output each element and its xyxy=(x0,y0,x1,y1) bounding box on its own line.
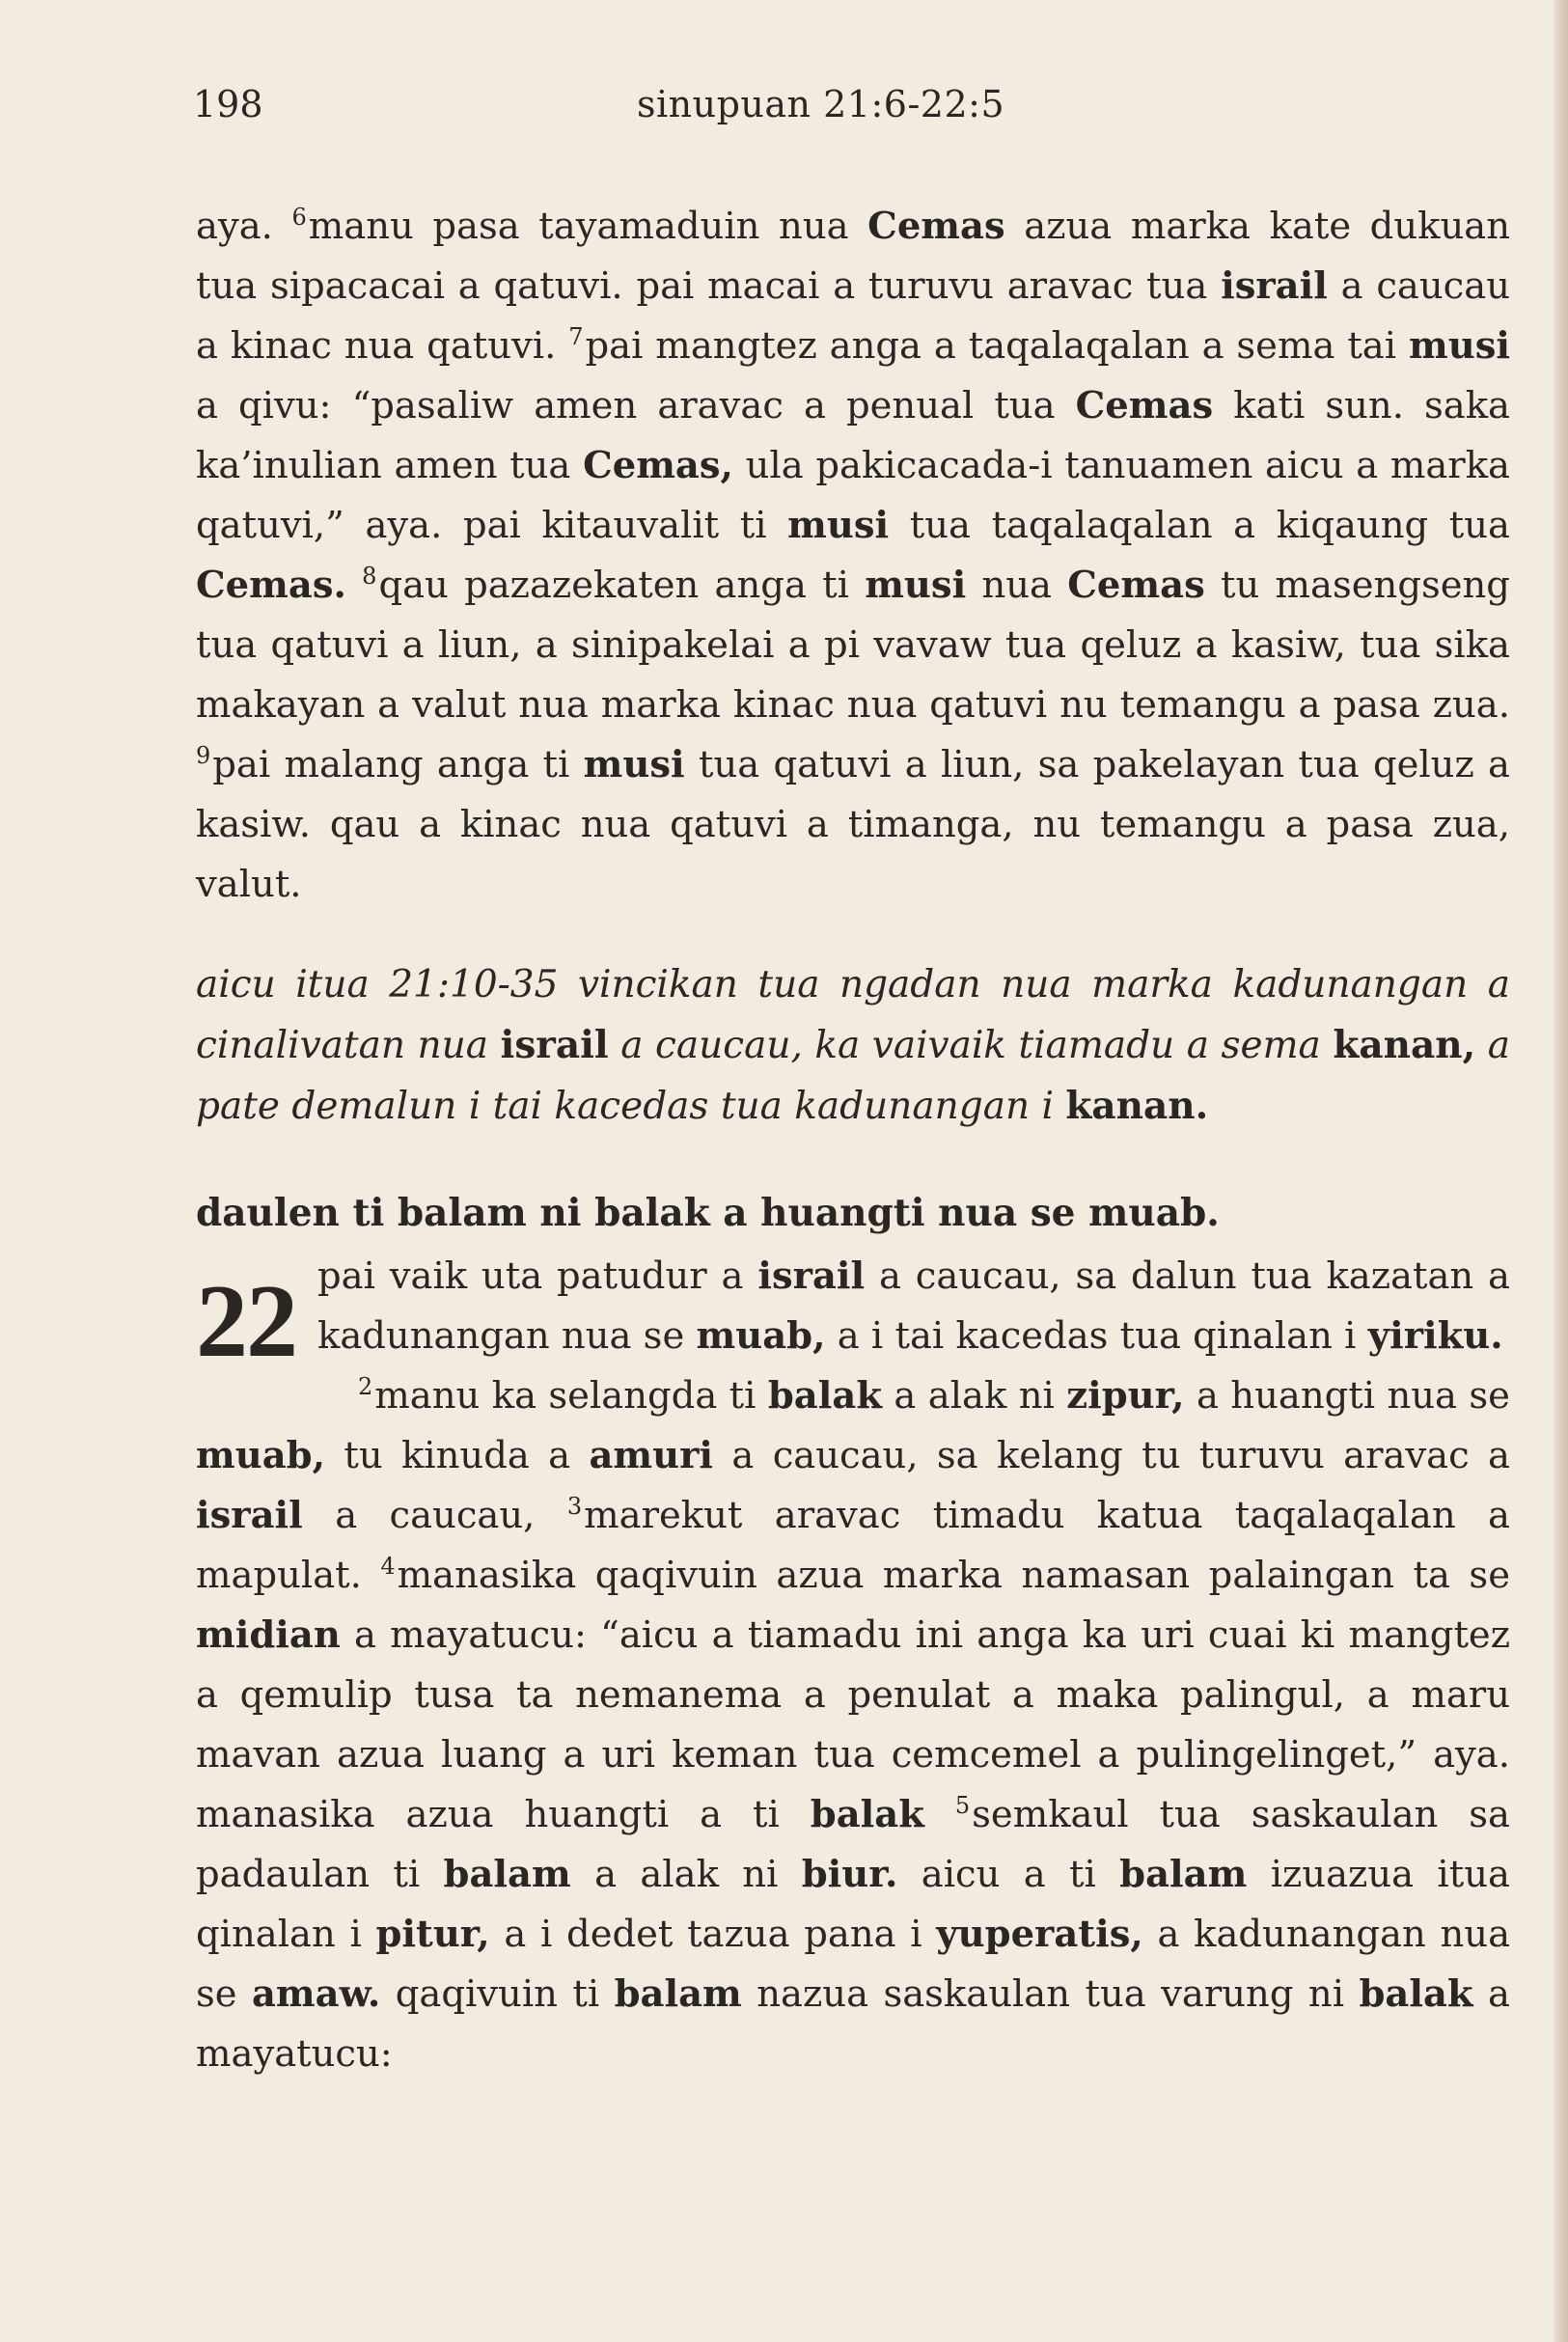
text-block xyxy=(196,197,1510,2084)
verse-number: 4 xyxy=(380,1553,396,1580)
verse-number: 8 xyxy=(362,563,377,590)
page-header xyxy=(193,83,1380,141)
verse-number: 6 xyxy=(291,204,307,231)
chapter-number: 22 xyxy=(196,1264,296,1379)
paragraph-verses-6-9: aya. $^6$manu pasa tayamaduin nua Cemas azua marka kate dukuan tua sipacacai a qatuvi. pai macai a turuvu aravac tua israil a caucau a kinac nua qatuvi. $^7$pai mangtez anga a taqalaqalan a sema tai musi a qivu: “pasaliw amen aravac a penual tua Cemas kati sun. saka ka’inulian amen tua Cemas, ula pakicacada-i tanuamen aicu a marka qatuvi,” aya. pai kitauvalit ti musi tua taqalaqalan a kiqaung tua Cemas. $^8$qau pazazekaten anga ti musi nua Cemas tu masengseng tua qatuvi a liun, a sinipakelai a pi vavaw tua qeluz a kasiw, tua sika makayan a valut nua marka kinac nua qatuvi nu temangu a pasa zua. $^9$pai malang anga ti musi tua qatuvi a liun, sa pakelayan tua qeluz a kasiw. qau a kinac nua qatuvi a timanga, nu temangu a pasa zua, valut. xyxy=(196,204,1511,906)
section-heading: daulen ti balam ni balak a huangti nua se muab. xyxy=(196,1191,1220,1235)
verse-number: 7 xyxy=(568,323,584,350)
running-head: sinupuan 21:6-22:5 xyxy=(637,83,1005,125)
page-number: 198 xyxy=(193,83,263,125)
verse-number: 3 xyxy=(566,1493,583,1520)
page-edge xyxy=(1554,0,1568,2342)
verse-number: 9 xyxy=(196,742,211,769)
verse-number: 2 xyxy=(358,1373,373,1400)
chapter-opening-paragraph: 22 pai vaik uta patudur a israil a caucau, sa dalun tua kazatan a kadunangan nua se muab, a i tai kacedas tua qinalan i yiriku. xyxy=(196,1254,1510,1379)
paragraph-verses-2-5: $^2$manu ka selangda ti balak a alak ni zipur, a huangti nua se muab, tu kinuda a amuri a caucau, sa kelang tu turuvu aravac a israil a caucau, $^3$marekut aravac timadu katua taqalaqalan a mapulat. $^4$manasika qaqivuin azua marka namasan palaingan ta se midian a mayatucu: “aicu a tiamadu ini anga ka uri cuai ki mangtez a qemulip tusa ta nemanema a penulat a maka palingul, a maru mavan azua luang a uri keman tua cemcemel a pulingelinget,” aya. manasika azua huangti a ti balak $^5$semkaul tua saskaulan sa padaulan ti balam a alak ni biur. aicu a ti balam izuazua itua qinalan i pitur, a i dedet tazua pana i yuperatis, a kadunangan nua se amaw. qaqivuin ti balam nazua saskaulan tua varung ni balak a mayatucu: xyxy=(196,1373,1511,2076)
verse-number: 5 xyxy=(954,1792,971,1819)
section-intro: aicu itua 21:10-35 vincikan tua ngadan nua marka kadunangan a cinalivatan nua israil a caucau, ka vaivaik tiamadu a sema kanan, a pate demalun i tai kacedas tua kadunangan i kanan. xyxy=(196,963,1510,1128)
